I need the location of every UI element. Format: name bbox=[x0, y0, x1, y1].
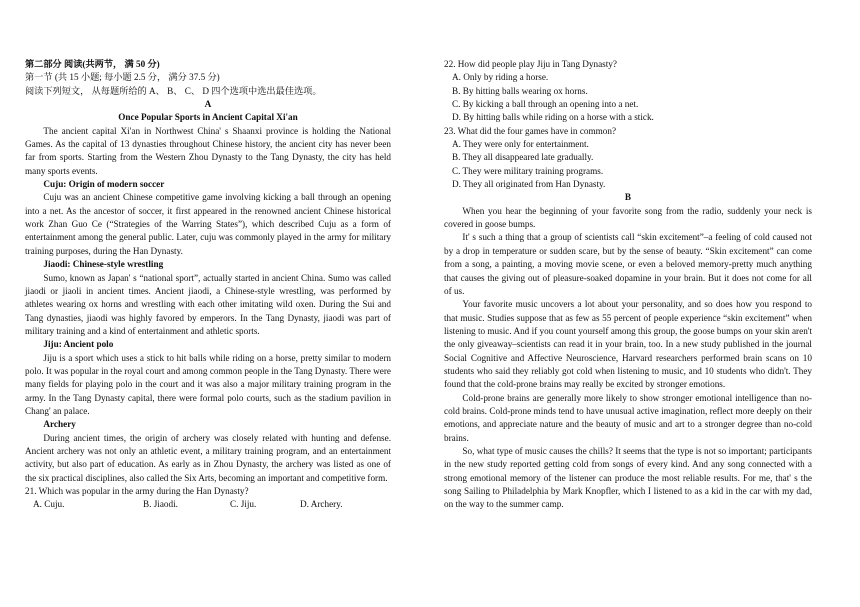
question-21-option-b[interactable]: B. Jiaodi. bbox=[143, 499, 178, 510]
jiaodi-paragraph: Sumo, known as Japan' s “national sport”, actually started in ancient China. Sumo was called jiaodi or jiaoli in ancient times. Ancient jiaodi, a Chinese-style wrestling, was performed by athletes wearing ox horns and wrestling with each other imitating wild oxen. During the Sui and Tang dynasties, jiaodi was highly favored by emperors. In the Tang Dynasty, jiaodi was part of military training and a kind of entertainment and athletic sports. bbox=[25, 272, 391, 336]
question-22-stem: 22. How did people play Jiju in Tang Dynasty? bbox=[444, 59, 617, 69]
cuju-heading: Cuju: Origin of modern soccer bbox=[43, 179, 165, 190]
question-23-option-d[interactable]: D. They all originated from Han Dynasty. bbox=[452, 179, 606, 190]
passage-b-paragraph-1: When you hear the beginning of your favorite song from the radio, suddenly your neck is covered in goose bumps. bbox=[444, 205, 812, 230]
passage-a-letter: A bbox=[204, 99, 212, 110]
question-23-option-c[interactable]: C. They were military training programs. bbox=[452, 165, 604, 176]
passage-a-intro: The ancient capital Xi'an in Northwest China' s Shaanxi province is holding the National Games. As the capital of 13 dynasties throughout Chinese history, the ancient city has never been far from sports. Starting from the Western Zhou Dynasty to the Tang Dynasty, the city has held many sports events. bbox=[25, 125, 391, 176]
question-22-option-c[interactable]: C. By kicking a ball through an opening into a net. bbox=[452, 99, 639, 110]
archery-heading: Archery bbox=[43, 419, 76, 430]
jiaodi-heading: Jiaodi: Chinese-style wrestling bbox=[43, 259, 164, 270]
left-column bbox=[25, 58, 391, 512]
passage-a-title: Once Popular Sports in Ancient Capital Xi'an bbox=[118, 112, 298, 123]
question-22-option-d[interactable]: D. By hitting balls while riding on a horse with a stick. bbox=[452, 112, 654, 123]
passage-b-paragraph-4: Cold-prone brains are generally more likely to show stronger emotional intelligence than no-cold brains. Cold-prone minds tend to have unusual active imagination, reflect more deeply on their emotions, and appreciate nature and the beauty of music and art to a stronger degree than no-cold brains. bbox=[444, 392, 812, 443]
question-21-stem: 21. Which was popular in the army during the Han Dynasty? bbox=[25, 486, 249, 496]
passage-b-paragraph-3: Your favorite music uncovers a lot about your personality, and so does how you respond to that music. Studies suppose that as few as 55 percent of people experience “skin excitement” when listening to music. And if you count yourself among this group, the goose bumps on your skin aren't the only giveaway–scientists can read it in your brain, too. In a new study published in the journal Social Cognitive and Affective Neuroscience, Harvard researchers performed brain scans on 10 students who said they reliably got cold when listening to music, and 10 students who didn't. They found that the cold-prone brains may really be excited by stronger emotions. bbox=[444, 299, 812, 390]
question-21-option-c[interactable]: C. Jiju. bbox=[230, 499, 257, 510]
sub-section-title: 第一节 (共 15 小题; 每小题 2.5 分， 满分 37.5 分) bbox=[25, 72, 220, 83]
passage-b-paragraph-5: So, what type of music causes the chills? It seems that the type is not so important; participants in the new study reported getting cold from songs of every kind. And any song connected with a strong emotional memory of the listener can produce the most reliable results. For me, that' s the song Sailing to Philadelphia by Mark Knopfler, which I listened to as a kid in the car with my dad, on the way to the summer camp. bbox=[444, 445, 812, 510]
question-22-option-b[interactable]: B. By hitting balls wearing ox horns. bbox=[452, 85, 588, 96]
jiju-heading: Jiju: Ancient polo bbox=[43, 339, 114, 350]
archery-paragraph: During ancient times, the origin of archery was closely related with hunting and defense. Ancient archery was not only an athletic event, a military training program, and an entertainment activity, but also part of education. As early as in Zhou Dynasty, the archery was listed as one of the six practical disciplines, also called the Six Arts, becoming an important and competitive form. bbox=[25, 432, 391, 483]
question-23-option-b[interactable]: B. They all disappeared late gradually. bbox=[452, 152, 594, 163]
question-23-option-a[interactable]: A. They were only for entertainment. bbox=[452, 139, 589, 150]
cuju-paragraph: Cuju was an ancient Chinese competitive game involving kicking a ball through an opening into a net. As the ancestor of soccer, it first appeared in the renowned ancient Chinese historical work Zhan Guo Ce (“Strategies of the Warring States”), which described Cuju as a form of entertainment among the general public. Later, cuju was commonly played in the army for military training purposes, during the Han Dynasty. bbox=[25, 192, 391, 256]
passage-b-paragraph-2: It' s such a thing that a group of scientists call “skin excitement”–a feeling of cold caused not by a drop in temperature or sudden scare, but by the sense of beauty. “Skin excitement” can come from a song, a painting, a moving movie scene, or even a beloved memory-pretty much anything that causes the giving out of pleasure-soaked dopamine in your brain. But it does not come for all of us. bbox=[444, 232, 812, 296]
question-21-options bbox=[25, 498, 391, 511]
passage-b-letter: B bbox=[624, 192, 632, 203]
question-21-option-a[interactable]: A. Cuju. bbox=[33, 499, 65, 510]
question-23-stem: 23. What did the four games have in common? bbox=[444, 125, 617, 136]
jiju-paragraph: Jiju is a sport which uses a stick to hit balls while riding on a horse, pretty similar to modern polo. It was popular in the royal court and among common people in the Tang Dynasty. There were many fields for playing polo in the court and it was also a major military training program in the army. In the Tang Dynasty capital, there were formal polo courts, such as the stadium pavilion in Chang' an palace. bbox=[25, 352, 391, 416]
part-title: 第二部分 阅读(共两节， 满 50 分) bbox=[25, 59, 160, 69]
question-22-option-a[interactable]: A. Only by riding a horse. bbox=[452, 72, 549, 83]
question-21-option-d[interactable]: D. Archery. bbox=[300, 499, 343, 510]
right-column bbox=[444, 58, 812, 512]
instruction: 阅读下列短文， 从每题所给的 A、 B、 C、 D 四个选项中选出最佳选项。 bbox=[25, 85, 322, 96]
